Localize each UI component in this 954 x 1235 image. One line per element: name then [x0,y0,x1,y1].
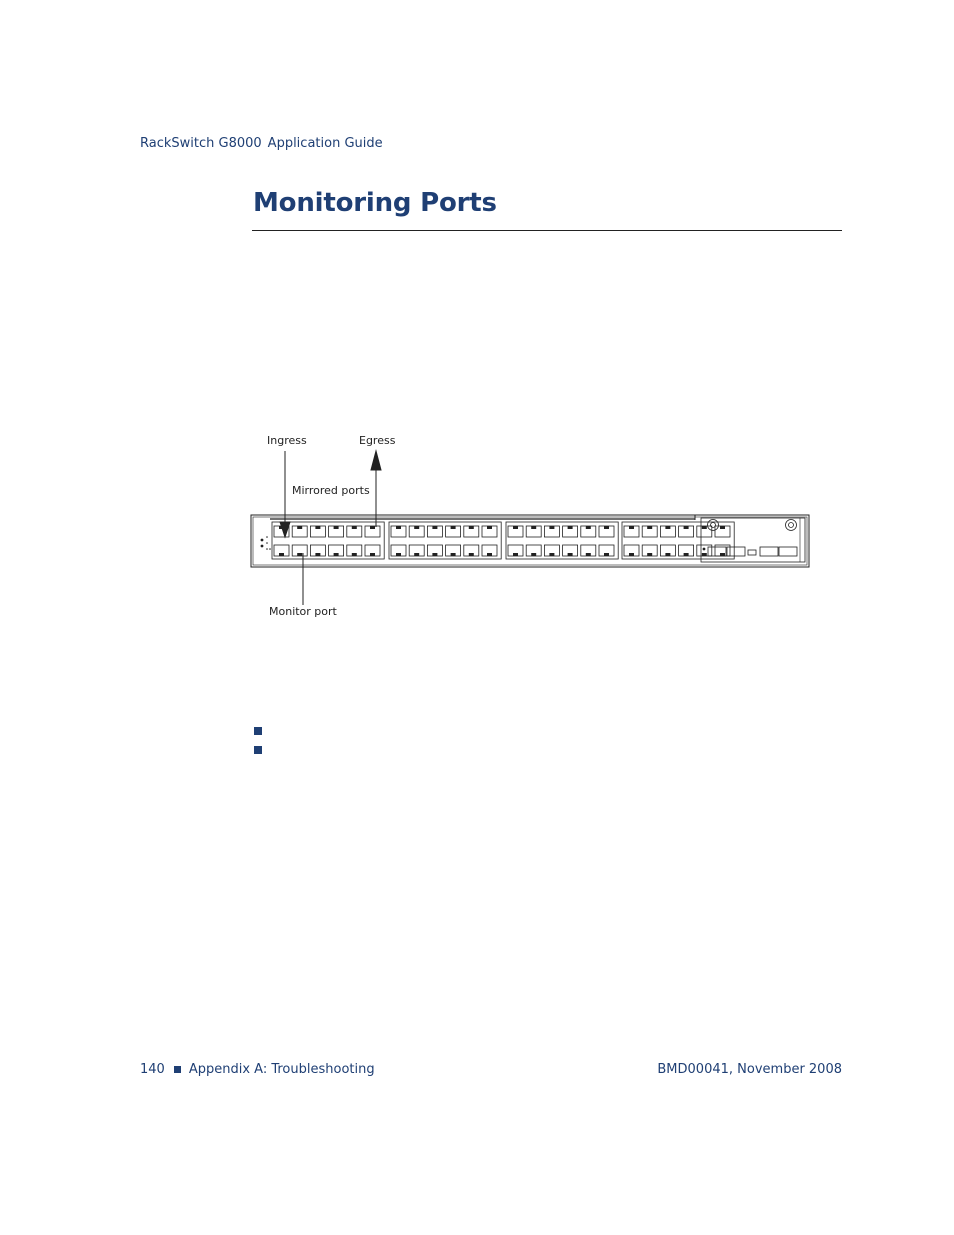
page-number: 140 [140,1062,165,1077]
switch-chassis [251,515,809,567]
ethernet-port [679,545,694,556]
ethernet-port [526,526,541,537]
port-latch [414,526,419,529]
port-latch [568,553,573,556]
port-latch [469,553,474,556]
ethernet-port [482,526,497,537]
ingress-label: Ingress [267,434,307,447]
port-latch [334,526,339,529]
port-latch [315,553,320,556]
ethernet-port [446,545,461,556]
port-latch [370,553,375,556]
ethernet-port [274,526,289,537]
port-latch [531,526,536,529]
port-latch [279,526,284,529]
port-group-frame [272,522,384,559]
port-latch [396,526,401,529]
ethernet-port [599,526,614,537]
ethernet-port [347,526,362,537]
port-latch [297,526,302,529]
ethernet-port [624,526,639,537]
port-latch [586,553,591,556]
port-latch [629,553,634,556]
callout-lines [280,451,381,605]
ethernet-port [365,526,380,537]
port-latch [720,553,725,556]
ethernet-port [391,526,406,537]
port-latch [586,526,591,529]
port-latch [684,526,689,529]
ethernet-port [409,526,424,537]
port-latch [720,526,725,529]
port-latch [549,526,554,529]
header-guide: Application Guide [267,136,383,151]
port-latch [487,526,492,529]
ethernet-port [409,545,424,556]
port-latch [531,553,536,556]
ethernet-port [365,545,380,556]
port-latch [451,553,456,556]
port-group-frame [506,522,618,559]
ethernet-port [482,545,497,556]
port-latch [352,526,357,529]
mirrored-ports-label: Mirrored ports [292,484,370,497]
port-latch [451,526,456,529]
ethernet-port [697,526,712,537]
ethernet-port [292,526,307,537]
port-group-frame [622,522,734,559]
ethernet-port [599,545,614,556]
port-latch [665,526,670,529]
port-latch [370,526,375,529]
front-panel-leds [261,536,271,550]
port-latch [334,553,339,556]
port-latch [702,553,707,556]
port-latch [352,553,357,556]
ethernet-port [310,545,325,556]
port-latch [702,526,707,529]
port-latch [396,553,401,556]
ethernet-port [563,545,578,556]
running-header [140,136,383,151]
uplink-module [703,520,797,557]
footer-square-icon [174,1066,181,1073]
port-latch [297,553,302,556]
footer-doc-id: BMD00041, November 2008 [657,1062,842,1077]
ethernet-port [679,526,694,537]
port-latch [315,526,320,529]
ethernet-port [508,545,523,556]
egress-arrowhead [371,451,381,470]
ethernet-port [642,526,657,537]
ethernet-port [660,526,675,537]
bullet-marker [254,746,262,754]
ethernet-port [292,545,307,556]
port-latch [629,526,634,529]
port-groups [272,522,734,559]
egress-label: Egress [359,434,396,447]
port-group-frame [389,522,501,559]
ethernet-port [544,545,559,556]
ethernet-port [329,526,344,537]
port-latch [279,553,284,556]
ethernet-port [544,526,559,537]
ethernet-port [660,545,675,556]
footer-chapter: Appendix A: Troubleshooting [188,1062,375,1077]
port-latch [684,553,689,556]
ethernet-port [329,545,344,556]
port-latch [432,526,437,529]
footer-left [140,1062,375,1077]
port-latch [414,553,419,556]
ethernet-port [464,545,479,556]
port-latch [513,526,518,529]
port-latch [549,553,554,556]
ethernet-port [697,545,712,556]
title-rule [252,230,842,231]
port-latch [469,526,474,529]
ethernet-port [464,526,479,537]
port-latch [604,553,609,556]
ethernet-port [624,545,639,556]
ethernet-port [715,526,730,537]
ingress-arrowhead [280,522,290,537]
ethernet-port [581,526,596,537]
port-latch [647,553,652,556]
header-product: RackSwitch G8000 [140,136,262,151]
ethernet-port [274,545,289,556]
ethernet-port [526,545,541,556]
port-latch [568,526,573,529]
ethernet-port [310,526,325,537]
ethernet-port [427,526,442,537]
port-latch [665,553,670,556]
port-latch [647,526,652,529]
ethernet-port [581,545,596,556]
section-title: Monitoring Ports [253,188,497,218]
ethernet-port [508,526,523,537]
ethernet-port [715,545,730,556]
port-latch [604,526,609,529]
ethernet-port [446,526,461,537]
port-latch [513,553,518,556]
port-latch [432,553,437,556]
ethernet-port [642,545,657,556]
monitor-port-label: Monitor port [269,605,337,618]
ethernet-port [347,545,362,556]
port-latch [487,553,492,556]
ethernet-port [563,526,578,537]
ethernet-port [427,545,442,556]
ethernet-port [391,545,406,556]
bullet-marker [254,727,262,735]
